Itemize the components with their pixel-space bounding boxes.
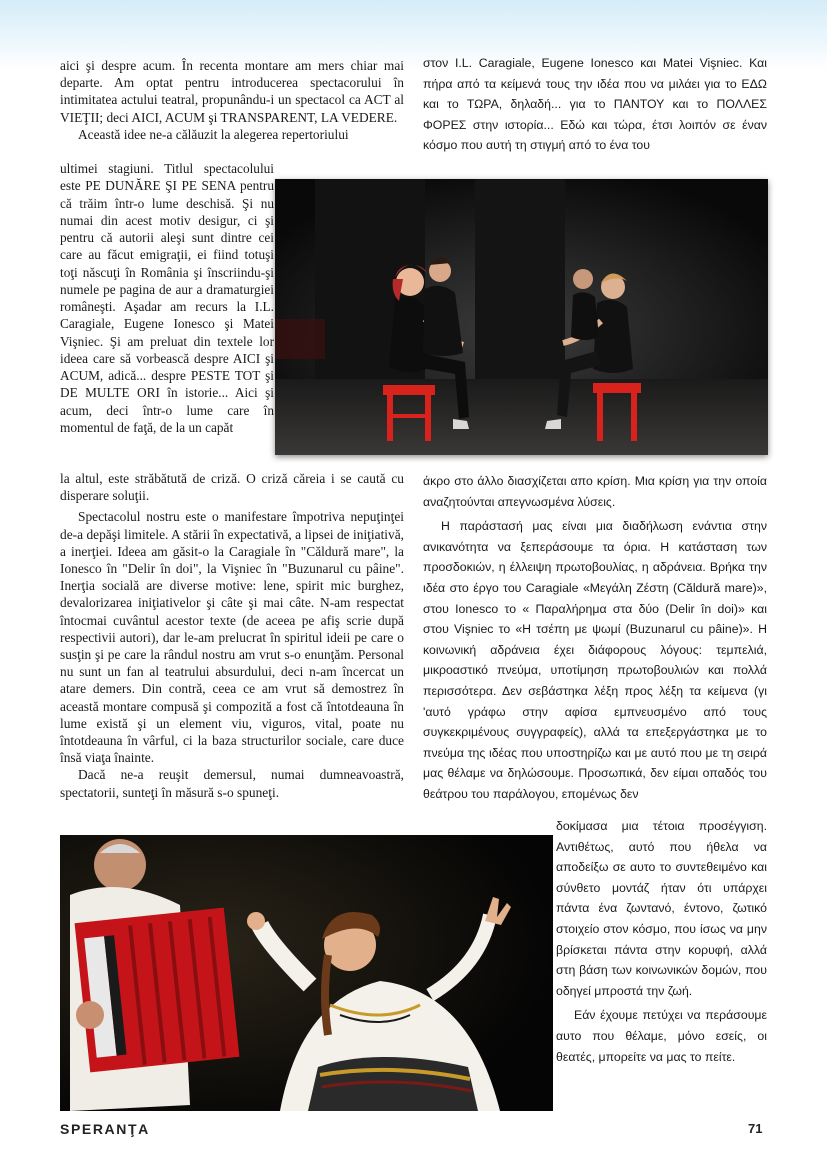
paragraph: Η παράστασή μας είναι μια διαδήλωση ενάντια στην ανικανότητα να ξεπεράσουμε τα όρια. Η κατάσταση των προσδοκιών, η έλλειψη πρωτοβουλίας, η αδράνεια. Βρήκα την ιδέα στο έργο του Caragiale «Μεγάλη Ζέστη (Căldură mare)», στου Ionesco το « Παραλήρημα στα δύο (Delir în doi)» και στου Vişniec το «Η τσέπη με ψωμί (Buzunarul cu pâine)». Η κοινωνική αδράνεια έχει διάφορους λόγους: τεμπελιά, μικροαστικό πνεύμα, υποτίμηση πρωτοβουλιών και πολλά περισσότερα. Δεν σεβάστηκα λέξη προς λέξη τα κείμενα (γι 'αυτό γράφω στην αφίσα εμπνευσμένο από τους συγκεκριμένους συγγραφείς), αλλά τα επεξεργάστηκα με το πνεύμα της ιδέας που υποστηρίζω και με αυτό που με τη σειρά μας θέλαμε να δηλώσουμε. Προσωπικά, δεν είμαι οπαδός του θεάτρου του παράλογου, επομένως δεν (423, 519, 767, 801)
left-column-wrap (60, 160, 274, 436)
paragraph: στον I.L. Caragiale, Eugene Ionesco και Matei Vişniec. Και πήρα από τα κείμενά τους την ιδέα που να μιλάει για το ΕΔΩ και το ΤΩΡΑ, δηλαδή... για το ΠΑΝΤΟΥ και το ΠΟΛΛΕΣ ΦΟΡΕΣ στην ιστορία... Εδώ και τώρα, έτσι λοιπόν σε έναν κόσμο που αυτή τη στιγμή από το ένα του (423, 56, 767, 153)
paragraph: άκρο στο άλλο διασχίζεται απο κρίση. Μια κρίση για την οποία αναζητούνται απεγνωσμένα λύσεις. (423, 474, 767, 509)
right-column-top (423, 53, 767, 156)
paragraph: ultimei stagiuni. Titlul spectacolului este PE DUNĂRE ŞI PE SENA pentru că trăim într-o lume deschisă. Şi nu numai din acest motiv desigur, ci şi pentru că autorii aleşi sunt dintre cei care au făcut emigraţii, ei fiind totuşi toţi născuţi în România şi înscriindu-şi numele pe pagina de aur a dramaturgiei româneşti. Aşadar am recurs la I.L. Caragiale, Eugene Ionesco şi Matei Vişniec. Şi am preluat din textele lor ideea care să vorbească despre AICI şi ACUM, adică... despre PESTE TOT şi DE MULTE ORI în istorie... Aici şi acum, deci într-o lume care în momentul de faţă, de la un capăt (60, 161, 274, 435)
left-column-top (60, 57, 404, 143)
stage-scene-illustration (275, 179, 768, 455)
page-number: 71 (748, 1121, 763, 1136)
folk-singer-photo (60, 835, 553, 1111)
left-column-bottom (60, 470, 404, 801)
folk-singer-illustration (60, 835, 553, 1111)
paragraph: Εάν έχουμε πετύχει να περάσουμε αυτο που θέλαμε, μόνο εσείς, οι θεατές, μπορείτε να μας το πείτε. (556, 1008, 767, 1064)
stage-photo (275, 179, 768, 455)
paragraph: aici şi despre acum. În recenta montare am mers chiar mai departe. Am optat pentru introducerea spectacorului în intimitatea actului teatral, propunându-i un spectacol ca ACT al VIEŢII; deci AICI, ACUM şi TRANSPARENT, LA VEDERE. (60, 58, 404, 125)
paragraph: δοκίμασα μια τέτοια προσέγγιση. Αντιθέτως, αυτό που ήθελα να αποδείξω σε αυτο το συντεθειμένο και σύνθετο μοντάζ ήταν ότι υπάρχει πάντα ένα ζωντανό, έντονο, ζωτικό στοιχείο στον κόσμο, που ίσως να μην βρίσκεται πάντα στην κορυφή, αλλά στη βάση των κοινωνικών δομών, που οδηγεί μπροστά την ζωή. (556, 819, 767, 998)
paragraph: Această idee ne-a călăuzit la alegerea repertoriului (78, 126, 349, 142)
magazine-name: SPERANŢA (60, 1121, 150, 1137)
paragraph: Spectacolul nostru este o manifestare împotriva nepuţinţei de-a depăşi limitele. A stării în expectativă, a lipsei de iniţiativă, a inerţiei. Ideea am găsit-o la Caragiale în "Căldură mare", la Ionesco în "Delir în doi", la Vişniec în "Buzunarul cu pâine". Inerţia socială are diverse motive: lene, spirit mic burghez, devalorizarea iniţiativelor şi câte şi mai câte. N-am respectat întocmai cuvântul acestor texte (de aceea pe afiş scrie după respectivii autori), dar le-am prelucrat în spiritul ideii pe care o susţin şi pe care la rândul nostru am vrut s-o enunţăm. Personal nu sunt un fan al teatrului absurdului, deci n-am încercat un atare demers. Din contră, ceea ce am vrut să demostrez în această montare compusă şi compozită a fost că întotdeauna în lume există şi un element viu, viguros, vital, poate nu întotdeauna în vârful, ci la baza structurilor sociale, care duce însă viaţa înainte. (60, 509, 404, 766)
paragraph: Dacă ne-a reuşit demersul, numai dumneavoastră, spectatorii, sunteţi în măsură s-o spuneţi. (60, 767, 404, 800)
right-column-middle (423, 471, 767, 805)
right-column-wrap (556, 816, 767, 1067)
paragraph: la altul, este străbătută de criză. O criză căreia i se caută cu disperare soluţii. (60, 471, 404, 504)
